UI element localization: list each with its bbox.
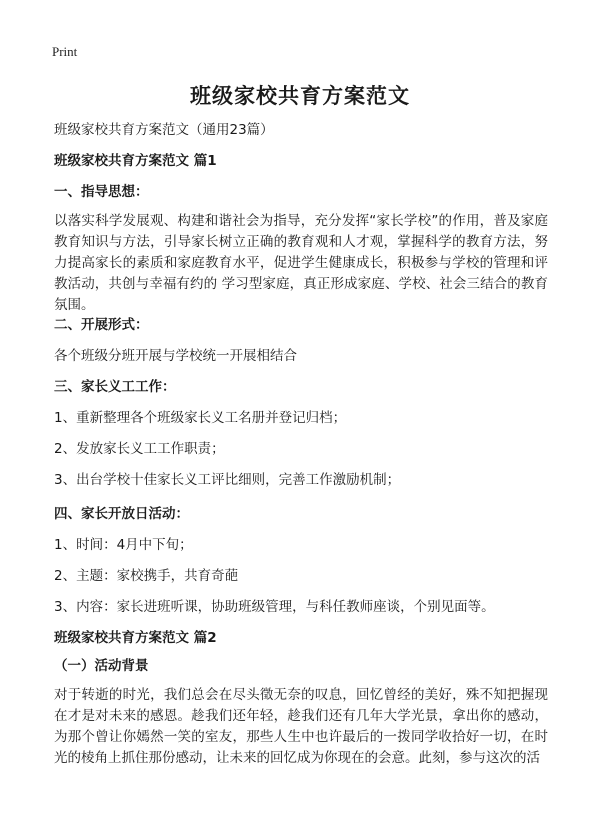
list-item: 2、主题：家校携手，共育奇葩 — [54, 568, 239, 584]
list-item: 1、时间：4月中下旬； — [54, 537, 193, 553]
print-link[interactable]: Print — [52, 44, 78, 59]
heading-open-day: 四、家长开放日活动： — [54, 506, 189, 522]
paragraph-activity-background: 对于转逝的时光，我们总会在尽头徵无奈的叹息，回忆曾经的美好，殊不知把握现在才是对未来的感恩。趁我们还年轻，趁我们还有几年大学光景，拿出你的感动，为那个曾让你嫣然一笑的室友，那些人生中也许最后的一拨同学收拾好一切，在时光的棱角上抓住那份感动，让未来的回忆成为你现在的会意。此刻，参与这次的活 — [54, 687, 548, 766]
list-item: 3、内容：家长进班听课，协助班级管理，与科任教师座谈，个别见面等。 — [54, 599, 495, 615]
document-subtitle: 班级家校共育方案范文（通用23篇） — [54, 122, 274, 138]
list-item: 1、重新整理各个班级家长义工名册并登记归档； — [54, 410, 347, 426]
heading-format: 二、开展形式： — [54, 317, 149, 333]
section-heading-2: 班级家校共育方案范文 篇2 — [54, 630, 217, 646]
section-heading-1: 班级家校共育方案范文 篇1 — [54, 153, 217, 169]
list-item: 2、发放家长义工工作职责； — [54, 441, 225, 457]
heading-parent-volunteer: 三、家长义工工作： — [54, 379, 176, 395]
document-title: 班级家校共育方案范文 — [190, 84, 410, 108]
heading-activity-background: （一）活动背景 — [54, 658, 149, 674]
paragraph-format: 各个班级分班开展与学校统一开展相结合 — [54, 348, 297, 364]
paragraph-guiding-ideology: 以落实科学发展观、构建和谐社会为指导，充分发挥“家长学校”的作用，普及家庭教育知识与方法，引导家长树立正确的教育观和人才观，掌握科学的教育方法，努力提高家长的素质和家庭教育水平，促进学生健康成长，积极参与学校的管理和评教活动，共创与幸福有约的 学习型家庭，真正形成家庭、学校、社会三结合的教育氛围。 — [54, 213, 548, 313]
heading-guiding-ideology: 一、指导思想： — [54, 184, 149, 200]
list-item: 3、出台学校十佳家长义工评比细则，完善工作激励机制； — [54, 472, 401, 488]
